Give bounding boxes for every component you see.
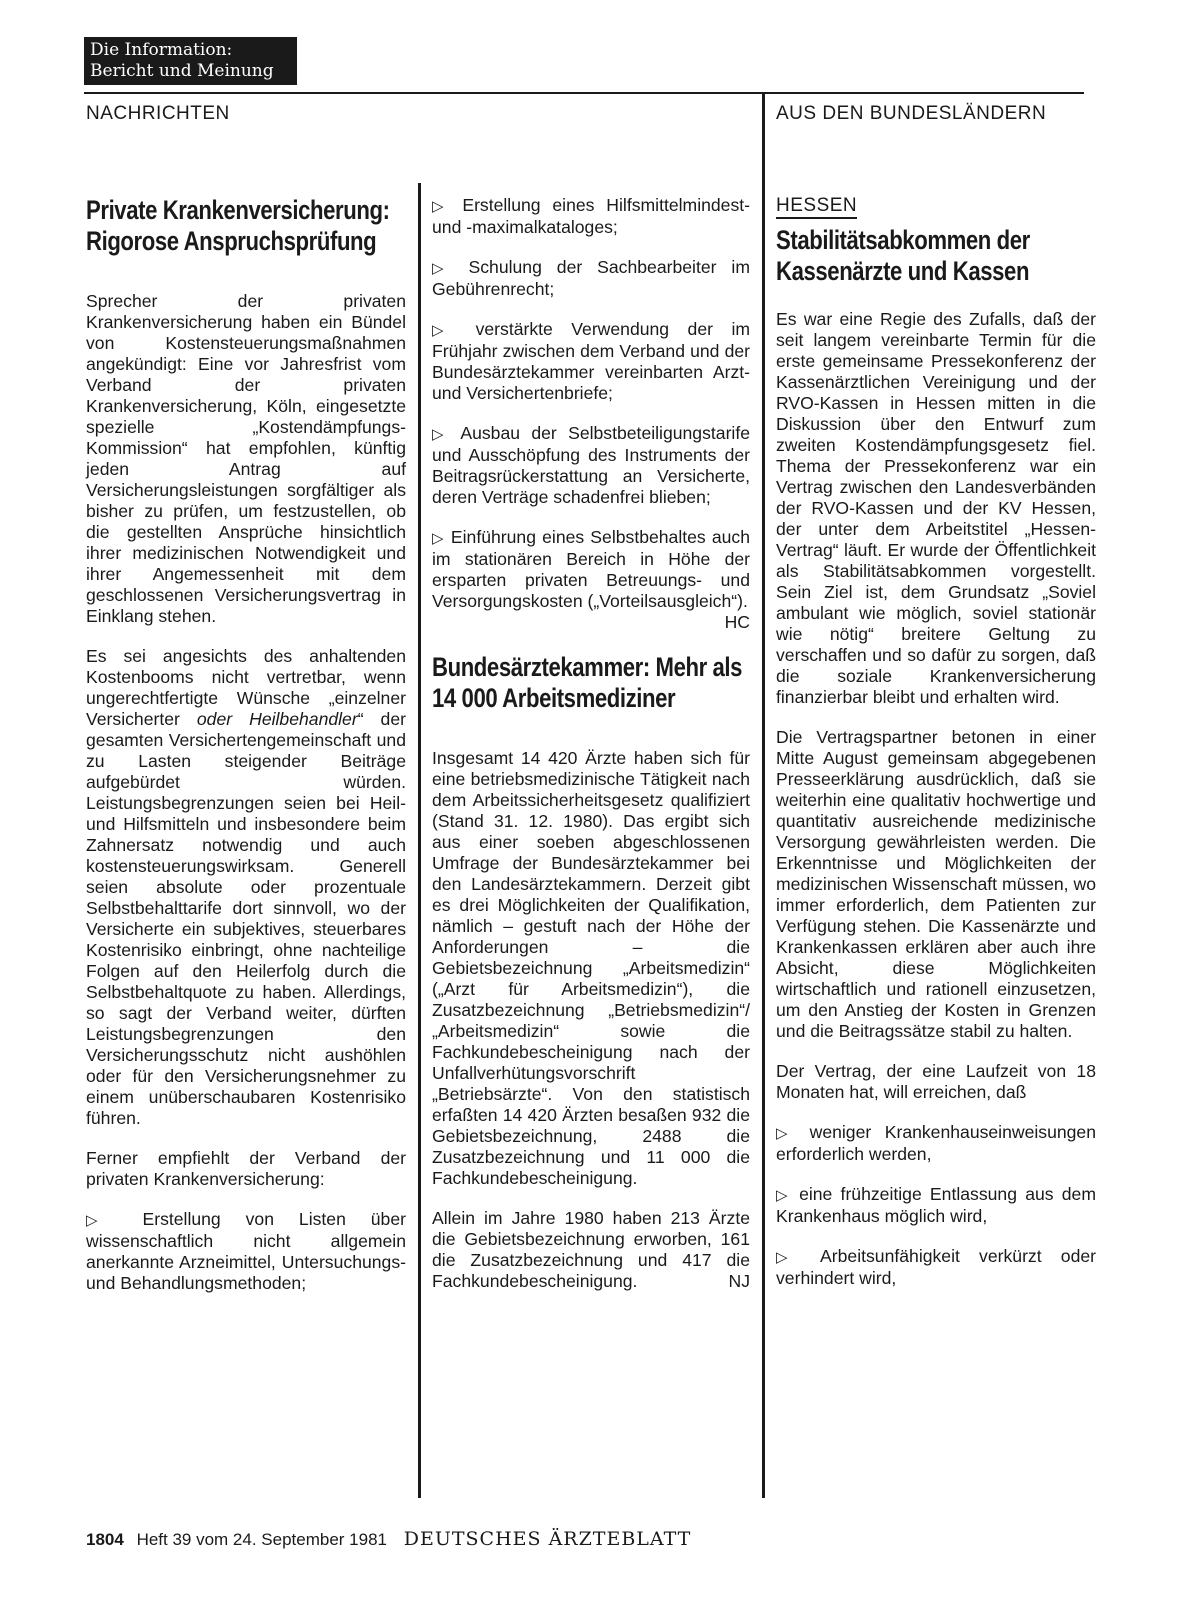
header-rule — [84, 92, 1084, 94]
magazine-name: DEUTSCHES ÄRZTEBLATT — [403, 1528, 692, 1550]
triangle-right-icon: ▷ — [432, 425, 450, 443]
paragraph: Ferner empfiehlt der Verband der privaten Krankenversicherung: — [86, 1148, 406, 1189]
paragraph: Insgesamt 14 420 Ärzte haben sich für eine betriebsmedizinische Tätigkeit nach dem Arbeitssicherheitsgesetz qualifiziert (Stand 31. 12. 1980). Das ergibt sich aus einer soeben abgeschlossenen Umfrage der Bundesärztekammer bei den Landesärztekammern. Derzeit gibt es drei Möglichkeiten der Qualifikation, nämlich – gestuft nach der Höhe der Anforderungen – die Gebietsbezeichnung „Arbeitsmedizin“ („Arzt für Arbeitsmedizin“), die Zusatzbezeichnung „Betriebsmedizin“/„Arbeitsmedizin“ sowie die Fachkundebescheinigung nach der Unfallverhütungsvorschrift „Betriebsärzte“. Von den statistisch erfaßten 14 420 Ärzten besaßen 932 die Gebietsbezeichnung, 2488 die Zusatzbezeichnung und 11 000 die Fachkundebescheinigung. — [432, 748, 750, 1188]
article-private-insurance — [86, 195, 406, 1313]
list-item: ▷ Arbeitsunfähigkeit verkürzt oder verhindert wird, — [776, 1246, 1096, 1288]
column-divider — [762, 92, 765, 1498]
list-item: ▷ eine frühzeitige Entlassung aus dem Krankenhaus möglich wird, — [776, 1184, 1096, 1226]
region-kicker: HESSEN — [776, 195, 857, 219]
paragraph: Der Vertrag, der eine Laufzeit von 18 Monaten hat, will erreichen, daß — [776, 1061, 1096, 1102]
column-divider — [418, 183, 421, 1498]
paragraph: Sprecher der privaten Krankenversicherung haben ein Bündel von Kostensteuerungsmaßnahmen angekündigt: Eine vor Jahresfrist vom Verband der privaten Krankenversicherung, Köln, eingesetzte spezielle „Kostendämpfungs-Kommission“ hat empfohlen, künftig jeden Antrag auf Versicherungsleistungen sorgfältiger als bisher zu prüfen, um festzustellen, ob die gestellten Ansprüche hinsichtlich ihrer medizinischen Notwendigkeit und ihrer Angemessenheit mit dem geschlossenen Versicherungsvertrag in Einklang stehen. — [86, 291, 406, 626]
triangle-right-icon: ▷ — [776, 1124, 797, 1142]
paragraph: Allein im Jahre 1980 haben 213 Ärzte die Gebietsbezeichnung erworben, 161 die Zusatzbezeichnung und 417 die Fachkundebescheinigung. NJ — [432, 1208, 750, 1291]
paragraph: Es sei angesichts des anhaltenden Kostenbooms nicht vertretbar, wenn ungerechtfertigte Wünsche „einzelner Versicherter oder Heilbehandler“ der gesamten Versichertengemeinschaft und zu Lasten steigender Beiträge aufgebürdet würden. Leistungsbegrenzungen seien bei Heil- und Hilfsmitteln und insbesondere beim Zahnersatz notwendig und auch kostensteuerungswirksam. Generell seien absolute oder prozentuale Selbstbehalttarife dort sinnvoll, wo der Versicherte ein subjektives, steuerbares Kostenrisiko einbringt, ohne nachteilige Folgen auf den Heilerfolg durch die Selbstbehaltquote zu haben. Allerdings, so sagt der Verband weiter, dürften Leistungsbegrenzungen den Versicherungsschutz nicht aushöhlen oder für den Versicherungsnehmer zu einem unüberschaubaren Kostenrisiko führen. — [86, 646, 406, 1128]
triangle-right-icon: ▷ — [432, 259, 454, 277]
article-hessen — [776, 195, 1096, 1308]
section-label-left: NACHRICHTEN — [86, 103, 230, 124]
list-item: ▷ weniger Krankenhauseinweisungen erforderlich werden, — [776, 1122, 1096, 1164]
triangle-right-icon: ▷ — [776, 1186, 791, 1204]
headline: Stabilitätsabkommen der Kassenärzte und Kassen — [776, 225, 1030, 286]
triangle-right-icon: ▷ — [432, 197, 451, 215]
list-item: ▷ Ausbau der Selbstbeteiligungstarife und Ausschöpfung des Instruments der Beitragsrückerstattung an Versicherte, deren Verträge schadenfrei blieben; — [432, 423, 751, 507]
triangle-right-icon: ▷ — [776, 1248, 802, 1266]
emphasis: oder Heilbehandler — [196, 709, 358, 729]
paragraph: Es war eine Regie des Zufalls, daß der seit langem vereinbarte Termin für die erste gemeinsame Pressekonferenz der Kassenärztlichen Vereinigung und der RVO-Kassen in Hessen mitten in die Diskussion über den Entwurf zum zweiten Kostendämpfungsgesetz fiel. Thema der Pressekonferenz war ein Vertrag zwischen den Landesverbänden der RVO-Kassen und der KV Hessen, der unter dem Arbeitstitel „Hessen-Vertrag“ läuft. Er wurde der Öffentlichkeit als Stabilitätsabkommen vorgestellt. Sein Ziel ist, dem Grundsatz „Soviel ambulant wie möglich, soviel stationär wie nötig“ breitere Geltung zu verschaffen und so dafür zu sorgen, daß die soziale Krankenversicherung finanzierbar bleibt und erhalten wird. — [776, 309, 1096, 707]
paragraph: Die Vertragspartner betonen in einer Mitte August gemeinsam abgegebenen Presseerklärung ausdrücklich, daß sie weiterhin eine qualitativ hochwertige und quantitativ ausreichende medizinische Versorgung gewährleisten werden. Die Erkenntnisse und Möglichkeiten der medizinischen Wissenschaft müssen, wo immer erforderlich, dem Patienten zur Verfügung stehen. Die Kassenärzte und Krankenkassen erklären aber auch ihre Absicht, diese Möglichkeiten wirtschaftlich und rationell einzusetzen, um den Anstieg der Kosten in Grenzen und die Beitragssätze stabil zu halten. — [776, 727, 1096, 1041]
section-label-right: AUS DEN BUNDESLÄNDERN — [776, 103, 1047, 124]
list-item: ▷ Erstellung von Listen über wissenschaftlich nicht allgemein anerkannte Arzneimittel, Untersuchungs- und Behandlungsmethoden; — [86, 1209, 406, 1293]
triangle-right-icon: ▷ — [432, 321, 458, 339]
page-number: 1804 — [86, 1530, 124, 1549]
author-signature: HC — [724, 612, 750, 632]
rubric-line-2: Bericht und Meinung — [90, 61, 274, 81]
rubric-line-1: Die Information: — [90, 40, 233, 60]
article-column-2 — [432, 195, 750, 1311]
list-item: ▷ verstärkte Verwendung der im Frühjahr zwischen dem Verband und der Bundesärztekammer vereinbarten Arzt- und Versichertenbriefe; — [432, 319, 751, 403]
list-item: ▷ Erstellung eines Hilfsmittelmindest- und -maximalkataloges; — [432, 195, 750, 237]
issue-info: Heft 39 vom 24. September 1981 — [136, 1530, 387, 1549]
author-signature: NJ — [728, 1271, 750, 1291]
page-footer — [86, 1528, 691, 1550]
list-item: ▷ Schulung der Sachbearbeiter im Gebührenrecht; — [432, 257, 750, 299]
rubric-box — [84, 37, 297, 85]
headline: Bundesärztekammer: Mehr als 14 000 Arbeitsmediziner — [432, 652, 743, 713]
triangle-right-icon: ▷ — [432, 529, 445, 547]
list-item: ▷ Einführung eines Selbstbehaltes auch im stationären Bereich in Höhe der ersparten privaten Betreuungs- und Versorgungskosten („Vorteilsausgleich“). HC — [432, 527, 750, 632]
headline: Private Krankenversicherung: Rigorose Anspruchsprüfung — [86, 195, 390, 256]
triangle-right-icon: ▷ — [86, 1211, 118, 1229]
